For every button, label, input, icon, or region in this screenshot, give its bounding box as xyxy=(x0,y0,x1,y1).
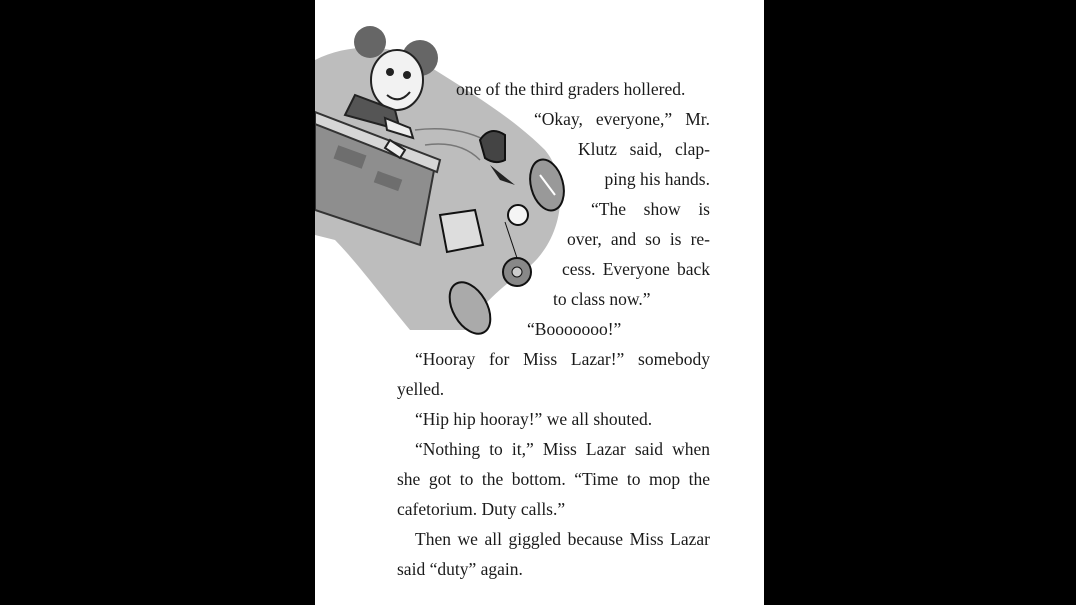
book-page xyxy=(315,0,764,605)
text-line: one of the third graders hollered. xyxy=(456,79,686,99)
text-line: cafetorium. Duty calls.” xyxy=(397,499,566,519)
text-line: to class now.” xyxy=(553,289,651,309)
text-line: Then we all giggled because Miss Lazar xyxy=(415,529,710,549)
text-line: “Hip hip hooray!” we all shouted. xyxy=(415,409,653,429)
text-line: over, and so is re- xyxy=(567,229,710,249)
text-line: “Okay, everyone,” Mr. xyxy=(534,109,710,129)
text-line: cess. Everyone back xyxy=(562,259,710,279)
text-line: “Hooray for Miss Lazar!” somebody xyxy=(415,349,710,369)
text-line: “Booooooo!” xyxy=(527,319,622,339)
text-line: said “duty” again. xyxy=(397,559,523,579)
text-line: yelled. xyxy=(397,379,445,399)
illustration-girl-on-ledge xyxy=(315,0,575,345)
text-line: “The show is xyxy=(591,199,710,219)
text-line: Klutz said, clap- xyxy=(578,139,710,159)
text-line: “Nothing to it,” Miss Lazar said when xyxy=(415,439,710,459)
text-line: ping his hands. xyxy=(604,169,710,189)
text-line: she got to the bottom. “Time to mop the xyxy=(397,469,710,489)
